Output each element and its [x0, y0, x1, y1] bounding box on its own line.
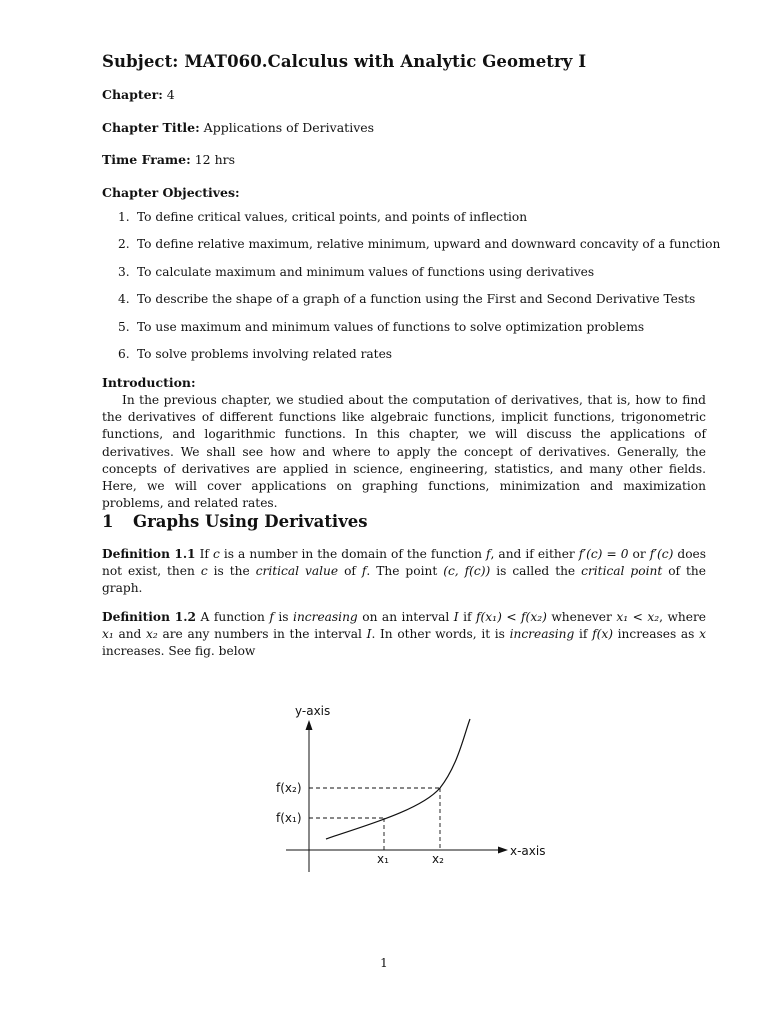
x-axis-arrowhead — [498, 847, 508, 854]
chapter-title-field — [102, 120, 374, 135]
definition-text: if — [574, 627, 593, 642]
time-frame-value: 12 hrs — [194, 152, 236, 167]
objective-item — [118, 347, 720, 374]
page-number: 1 — [380, 956, 388, 970]
definition-text: is a number in the domain of the function — [219, 547, 486, 561]
emphasis-term: increasing — [509, 627, 575, 642]
math-symbol: f — [486, 547, 491, 561]
time-frame-label: Time Frame: — [102, 152, 191, 167]
y-axis-arrowhead — [306, 720, 313, 730]
math-expression: f′(c) — [649, 547, 674, 561]
section-number: 1 — [102, 512, 114, 531]
definition-text: is the — [207, 564, 256, 579]
emphasis-term: critical value — [255, 564, 339, 579]
math-expression: f′(c) = 0 — [578, 547, 629, 561]
objective-number: 5. — [118, 319, 130, 334]
definition-text: is — [273, 610, 294, 624]
emphasis-term: increasing — [293, 610, 358, 624]
chapter-label: Chapter: — [102, 87, 163, 102]
fx2-label: f(x₂) — [276, 781, 302, 795]
math-symbol: x₂ — [146, 627, 158, 642]
chapter-value: 4 — [166, 87, 175, 102]
chapter-field — [102, 87, 175, 102]
math-symbol: x₁ — [102, 627, 114, 642]
math-symbol: f — [269, 610, 274, 624]
objective-text: To define relative maximum, relative minimum, upward and downward concavity of a function — [137, 237, 721, 252]
introduction-heading: Introduction: — [102, 375, 196, 390]
definition-1-1 — [102, 546, 706, 598]
definition-label: Definition 1.2 — [102, 610, 197, 624]
objectives-label: Chapter Objectives: — [102, 185, 240, 200]
section-title: Graphs Using Derivatives — [133, 512, 368, 531]
chapter-title-label: Chapter Title: — [102, 120, 200, 135]
math-expression: f(x₁) < f(x₂) — [476, 610, 547, 624]
definition-text: A function — [196, 610, 270, 624]
objective-number: 2. — [118, 237, 130, 252]
subject-heading: Subject: MAT060.Calculus with Analytic Geometry I — [102, 52, 587, 71]
y-axis-label: y-axis — [295, 704, 331, 718]
math-symbol: f — [361, 564, 367, 579]
objective-number: 6. — [118, 346, 130, 361]
definition-text: . In other words, it is — [371, 627, 510, 642]
emphasis-term: critical point — [581, 564, 663, 579]
definition-text: on an interval — [357, 610, 454, 624]
objective-number: 4. — [118, 292, 130, 307]
definition-text: or — [628, 547, 650, 561]
math-symbol: c — [200, 564, 208, 579]
objective-item — [118, 265, 720, 292]
objectives-list — [118, 210, 720, 374]
x1-label: x₁ — [377, 852, 389, 866]
objective-number: 1. — [118, 210, 130, 224]
objectives-heading — [102, 185, 240, 200]
math-expression: x₁ < x₂ — [616, 610, 660, 624]
objective-item — [118, 237, 720, 264]
definition-text: . The point — [366, 564, 444, 579]
objective-text: To use maximum and minimum values of functions to solve optimization problems — [137, 319, 645, 334]
math-expression: f(x) — [592, 627, 613, 642]
definition-text: does not exist, then — [102, 547, 707, 579]
objective-item — [118, 292, 720, 319]
objective-item — [118, 320, 720, 347]
definition-text: , and if either — [490, 547, 579, 561]
objective-text: To solve problems involving related rates — [137, 346, 393, 361]
objective-text: To calculate maximum and minimum values of functions using derivatives — [137, 264, 595, 279]
math-expression: (c, f(c)) — [443, 564, 491, 579]
definition-text: increases as — [612, 627, 700, 642]
x-axis-label: x-axis — [510, 844, 546, 858]
definition-label: Definition 1.1 — [102, 547, 196, 561]
definition-text: whenever — [546, 610, 617, 624]
definition-1-2 — [102, 609, 706, 661]
section-heading — [102, 512, 368, 531]
definition-text: , where — [659, 610, 707, 624]
x2-label: x₂ — [432, 852, 444, 866]
definition-text: of the graph. — [102, 564, 706, 596]
objective-number: 3. — [118, 264, 130, 279]
objective-item — [118, 210, 720, 237]
definition-text: is called the — [490, 564, 582, 579]
math-symbol: x — [699, 627, 706, 642]
definition-text: and — [113, 627, 147, 642]
definition-text: are any numbers in the interval — [157, 627, 367, 642]
introduction-paragraph: In the previous chapter, we studied about the computation of derivatives, that is, how to find the derivatives of different functions like algebraic functions, implicit functions, trigonometric functions, and logarithmic functions. In this chapter, we will discuss the applications of derivatives. We shall see how and where to apply the concept of derivatives. Generally, the concepts of derivatives are applied in science, engineering, statistics, and many other fields. Here, we will cover applications on graphing functions, minimization and maximization problems, and related rates. — [102, 393, 706, 511]
increasing-function-figure — [270, 695, 560, 875]
math-symbol: I — [453, 610, 459, 624]
math-symbol: c — [212, 547, 220, 561]
increasing-curve — [326, 719, 470, 839]
time-frame-field — [102, 152, 235, 167]
math-symbol: I — [366, 627, 372, 642]
definition-text: if — [458, 610, 477, 624]
definition-text: of — [338, 564, 362, 579]
definition-text: If — [195, 547, 213, 561]
chapter-title-value: Applications of Derivatives — [203, 120, 375, 135]
definition-text: increases. See fig. below — [102, 644, 256, 659]
fx1-label: f(x₁) — [276, 811, 302, 825]
objective-text: To define critical values, critical points, and points of inflection — [137, 210, 528, 224]
objective-text: To describe the shape of a graph of a function using the First and Second Derivative Tests — [137, 292, 696, 307]
